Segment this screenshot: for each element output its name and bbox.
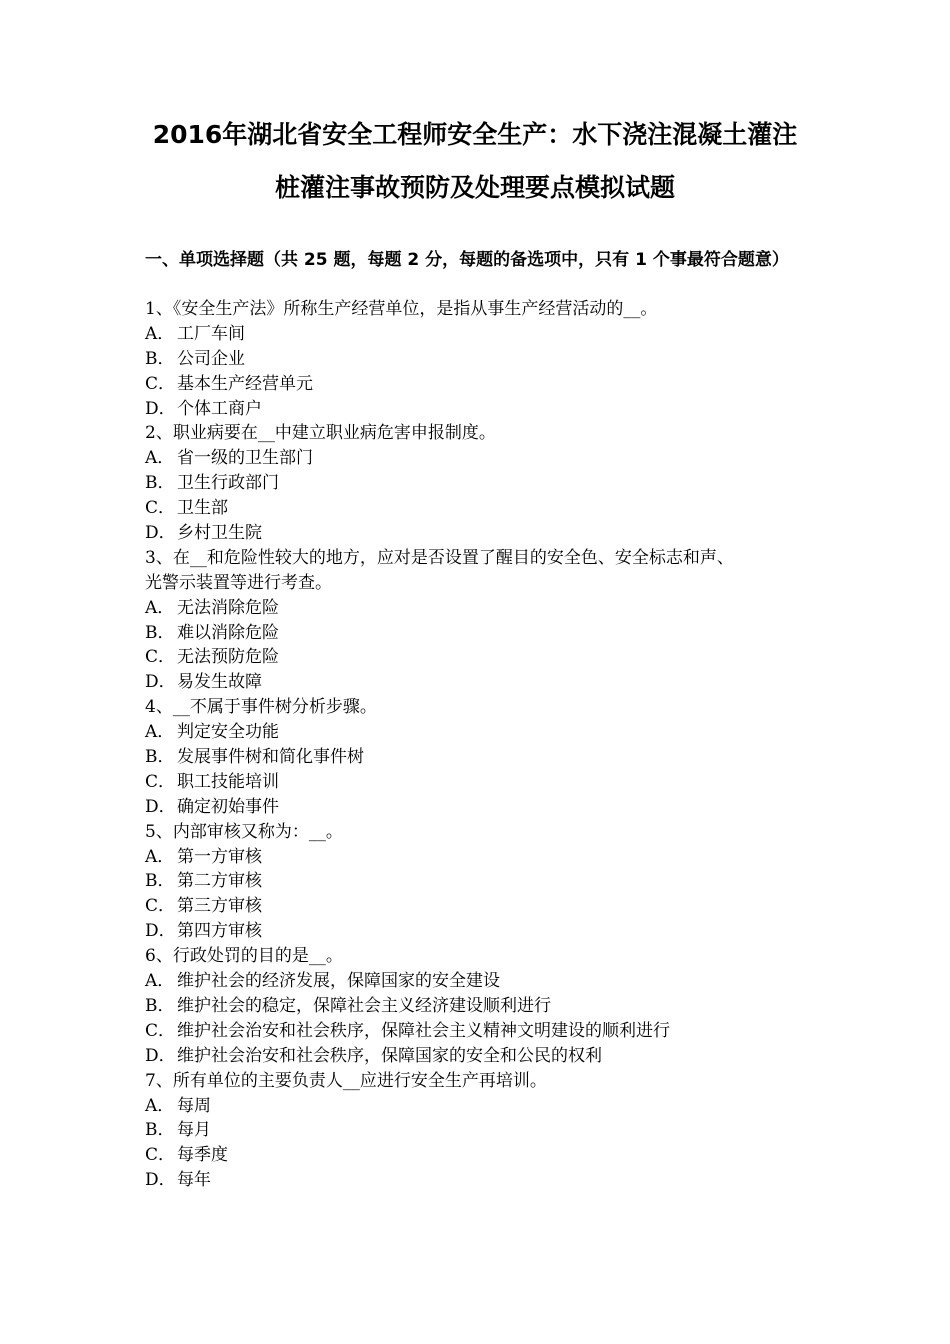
option-letter: C． <box>145 1145 176 1166</box>
option-letter: A． <box>145 448 175 469</box>
option-letter: B． <box>145 473 175 494</box>
question-3-option-a <box>145 596 825 621</box>
option-letter: D． <box>145 921 176 942</box>
option-text: 个体工商户 <box>177 398 262 419</box>
question-1-option-d <box>145 397 825 422</box>
option-text: 职工技能培训 <box>177 771 279 792</box>
question-7-option-d <box>145 1168 825 1193</box>
question-3-stem-line-2: 光警示装置等进行考查。 <box>145 572 332 593</box>
option-text: 第一方审核 <box>177 846 262 867</box>
option-letter: C． <box>145 896 176 917</box>
option-letter: D． <box>145 672 176 693</box>
option-text: 维护社会的经济发展，保障国家的安全建设 <box>177 971 500 992</box>
option-text: 卫生部 <box>177 498 228 519</box>
option-letter: B． <box>145 622 175 643</box>
option-letter: B． <box>145 871 175 892</box>
question-3-stem-line-1: 3、在__和危险性较大的地方，应对是否设置了醒目的安全色、安全标志和声、 <box>145 547 734 568</box>
option-letter: D． <box>145 1045 176 1066</box>
option-text: 无法消除危险 <box>177 597 279 618</box>
option-text: 每周 <box>177 1095 211 1116</box>
option-text: 基本生产经营单元 <box>177 373 313 394</box>
question-1-stem: 1、《安全生产法》所称生产经营单位，是指从事生产经营活动的__。 <box>145 299 658 319</box>
option-text: 维护社会治安和社会秩序，保障国家的安全和公民的权利 <box>177 1045 602 1066</box>
question-4-option-c <box>145 770 825 795</box>
question-3-option-b <box>145 621 825 646</box>
question-6-stem: 6、行政处罚的目的是__。 <box>145 946 343 967</box>
option-text: 每季度 <box>177 1145 228 1166</box>
option-text: 难以消除危险 <box>177 622 279 643</box>
option-text: 乡村卫生院 <box>177 523 262 544</box>
question-5-option-d <box>145 919 825 944</box>
question-6-option-d <box>145 1044 825 1069</box>
question-4-option-d <box>145 795 825 820</box>
question-5-option-b <box>145 869 825 894</box>
option-letter: C． <box>145 498 176 519</box>
option-text: 发展事件树和简化事件树 <box>177 747 364 768</box>
question-5-option-a <box>145 845 825 870</box>
option-text: 卫生行政部门 <box>177 473 279 494</box>
option-letter: A． <box>145 722 175 743</box>
question-3-option-c <box>145 645 825 670</box>
option-letter: B． <box>145 1120 175 1141</box>
document-title-line-2: 桩灌注事故预防及处理要点模拟试题 <box>274 173 675 202</box>
question-7-stem: 7、所有单位的主要负责人__应进行安全生产再培训。 <box>145 1070 547 1091</box>
question-1-option-b <box>145 347 825 372</box>
question-list <box>145 297 825 1193</box>
question-4-option-b <box>145 745 825 770</box>
question-1-option-c <box>145 372 825 397</box>
option-letter: C． <box>145 647 176 668</box>
option-letter: B． <box>145 995 175 1016</box>
option-letter: D． <box>145 1170 176 1191</box>
question-6-option-c <box>145 1019 825 1044</box>
option-letter: C． <box>145 771 176 792</box>
option-text: 第三方审核 <box>177 896 262 917</box>
option-letter: B． <box>145 348 175 369</box>
option-letter: A． <box>145 971 175 992</box>
question-7-option-a <box>145 1094 825 1119</box>
question-1-option-a <box>145 322 825 347</box>
option-text: 维护社会的稳定，保障社会主义经济建设顺利进行 <box>177 995 551 1016</box>
option-letter: A． <box>145 323 175 344</box>
question-6-option-a <box>145 969 825 994</box>
option-text: 省一级的卫生部门 <box>177 448 313 469</box>
question-2-option-a <box>145 446 825 471</box>
option-letter: A． <box>145 1095 175 1116</box>
question-2-option-c <box>145 496 825 521</box>
option-text: 公司企业 <box>177 348 245 369</box>
option-text: 维护社会治安和社会秩序，保障社会主义精神文明建设的顺利进行 <box>177 1020 670 1041</box>
document-title-line-1: 2016年湖北省安全工程师安全生产：水下浇注混凝土灌注 <box>152 120 798 149</box>
question-5-option-c <box>145 894 825 919</box>
option-text: 每年 <box>177 1170 211 1191</box>
option-letter: A． <box>145 597 175 618</box>
question-3-option-d <box>145 670 825 695</box>
question-4-option-a <box>145 720 825 745</box>
option-letter: D． <box>145 796 176 817</box>
option-letter: D． <box>145 523 176 544</box>
option-text: 工厂车间 <box>177 323 245 344</box>
question-6-option-b <box>145 994 825 1019</box>
option-text: 第二方审核 <box>177 871 262 892</box>
option-text: 易发生故障 <box>177 672 262 693</box>
option-letter: D． <box>145 398 176 419</box>
option-letter: A． <box>145 846 175 867</box>
question-2-stem: 2、职业病要在__中建立职业病危害申报制度。 <box>145 423 496 444</box>
question-7-option-c <box>145 1143 825 1168</box>
option-text: 判定安全功能 <box>177 722 279 743</box>
option-text: 每月 <box>177 1120 211 1141</box>
section-heading: 一、单项选择题（共 25 题，每题 2 分，每题的备选项中，只有 1 个事最符合题意） <box>145 250 789 270</box>
option-text: 无法预防危险 <box>177 647 279 668</box>
question-2-option-d <box>145 521 825 546</box>
option-text: 确定初始事件 <box>177 796 279 817</box>
question-2-option-b <box>145 471 825 496</box>
option-text: 第四方审核 <box>177 921 262 942</box>
option-letter: B． <box>145 747 175 768</box>
question-7-option-b <box>145 1118 825 1143</box>
option-letter: C． <box>145 373 176 394</box>
option-letter: C． <box>145 1020 176 1041</box>
question-4-stem: 4、__不属于事件树分析步骤。 <box>145 697 377 718</box>
question-5-stem: 5、内部审核又称为：__。 <box>145 821 343 842</box>
